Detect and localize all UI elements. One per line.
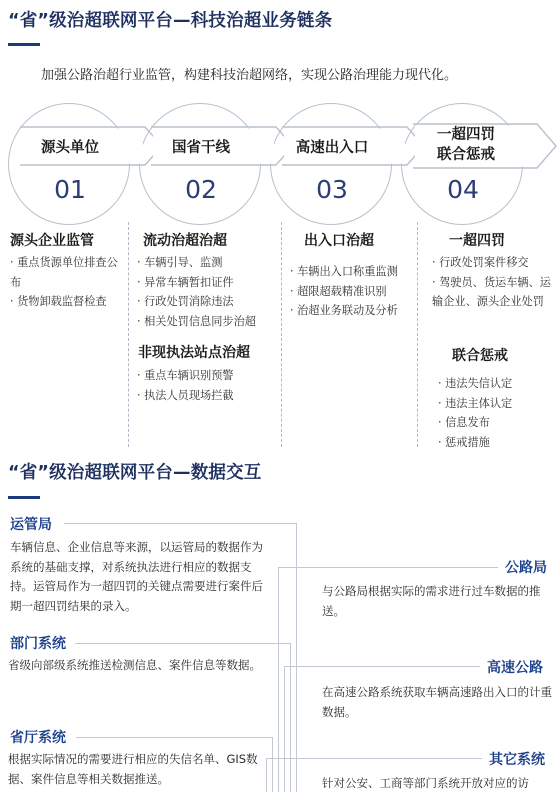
list-item: · 车辆出入口称重监测 bbox=[290, 265, 398, 278]
column-4-heading-1: 一超四罚 bbox=[449, 233, 505, 249]
stage-label-1: 源头单位 bbox=[41, 140, 99, 156]
section-title-underline bbox=[8, 496, 40, 499]
stage-number-2: 02 bbox=[185, 175, 217, 204]
list-item: · 货物卸载监督检查 bbox=[10, 295, 107, 308]
block-text-other-systems: 针对公安、工商等部门系统开放对应的访 bbox=[322, 776, 529, 790]
stage-label-4-line2: 联合惩戒 bbox=[437, 147, 495, 163]
list-item: · 车辆引导、监测 bbox=[137, 256, 223, 269]
list-item: · 惩戒措施 bbox=[438, 435, 490, 449]
list-item: · 超限超载精准识别 bbox=[290, 284, 387, 298]
section-title-chain: “省”级治超联网平台—科技治超业务链条 bbox=[8, 11, 333, 31]
stage-label-4-line1: 一超四罚 bbox=[437, 127, 495, 143]
column-4-heading-2: 联合惩戒 bbox=[452, 348, 508, 364]
column-divider-3 bbox=[417, 222, 418, 447]
stage-number-1: 01 bbox=[54, 175, 86, 204]
column-2-list-1 bbox=[137, 253, 256, 331]
connector-line bbox=[284, 666, 480, 667]
connector-line bbox=[64, 523, 296, 524]
block-heading-transport-bureau: 运管局 bbox=[10, 517, 52, 533]
block-heading-expressway: 高速公路 bbox=[487, 660, 543, 676]
connector-line bbox=[75, 643, 291, 644]
list-item: · 治超业务联动及分析 bbox=[290, 304, 398, 317]
stage-label-2: 国省干线 bbox=[172, 140, 230, 156]
block-text-transport-bureau: 车辆信息、企业信息等来源，以运管局的数据作为系统的基础支撑，对系统执法进行相应的数据支持。运管局作为一超四罚的关键点需要进行案件后期一超四罚结果的录入。 bbox=[10, 540, 263, 613]
block-text-province-dept: 根据实际情况的需要进行相应的失信名单、GIS数据、案件信息等相关数据推送。 bbox=[8, 752, 258, 786]
connector-line bbox=[76, 737, 272, 738]
list-item: · 相关处罚信息同步治超 bbox=[137, 314, 256, 328]
stage-label-3: 高速出入口 bbox=[295, 140, 369, 156]
block-heading-highway-bureau: 公路局 bbox=[505, 560, 547, 576]
column-1-heading: 源头企业监管 bbox=[10, 233, 94, 249]
section-title-data: “省”级治超联网平台—数据交互 bbox=[8, 463, 262, 483]
column-3-list bbox=[290, 262, 398, 321]
connector-line bbox=[296, 523, 297, 792]
block-text-expressway: 在高速公路系统获取车辆高速路出入口的计重数据。 bbox=[322, 685, 552, 719]
column-3-heading: 出入口治超 bbox=[304, 233, 374, 249]
column-divider-1 bbox=[128, 222, 129, 447]
connector-line bbox=[278, 567, 498, 568]
list-item: · 行政处罚消除违法 bbox=[137, 295, 234, 308]
column-1-list bbox=[10, 253, 122, 312]
column-2-heading-1: 流动治超治超 bbox=[143, 233, 227, 249]
column-4-list-2 bbox=[438, 374, 512, 452]
stage-number-4: 04 bbox=[447, 175, 479, 204]
list-item: · 重点货源单位排查公布 bbox=[10, 256, 118, 289]
block-text-highway-bureau: 与公路局根据实际的需求进行过车数据的推送。 bbox=[322, 584, 541, 618]
list-item: · 驾驶员、货运车辆、运输企业、源头企业处罚 bbox=[432, 275, 551, 308]
list-item: · 执法人员现场拦截 bbox=[137, 388, 234, 402]
column-4-list-1 bbox=[432, 253, 554, 312]
block-text-ministry-system: 省级向部级系统推送检测信息、案件信息等数据。 bbox=[8, 658, 261, 672]
connector-line bbox=[272, 737, 273, 792]
column-2-list-2 bbox=[137, 366, 234, 405]
column-2-heading-2: 非现执法站点治超 bbox=[138, 345, 250, 361]
list-item: · 违法主体认定 bbox=[438, 396, 513, 410]
block-heading-ministry-system: 部门系统 bbox=[10, 636, 66, 652]
chain-subtitle: 加强公路治超行业监管，构建科技治超网络，实现公路治理能力现代化。 bbox=[41, 68, 458, 83]
connector-line bbox=[284, 666, 285, 792]
list-item: · 违法失信认定 bbox=[438, 377, 513, 390]
connector-line bbox=[266, 758, 482, 759]
column-divider-2 bbox=[281, 222, 282, 447]
list-item: · 信息发布 bbox=[438, 416, 490, 429]
list-item: · 重点车辆识别预警 bbox=[137, 369, 234, 382]
stage-number-3: 03 bbox=[316, 175, 348, 204]
list-item: · 行政处罚案件移交 bbox=[432, 256, 529, 269]
block-heading-other-systems: 其它系统 bbox=[489, 752, 545, 768]
stage-label-4 bbox=[413, 125, 519, 165]
block-heading-province-dept: 省厅系统 bbox=[10, 730, 66, 746]
list-item: · 异常车辆暂扣证件 bbox=[137, 275, 234, 289]
